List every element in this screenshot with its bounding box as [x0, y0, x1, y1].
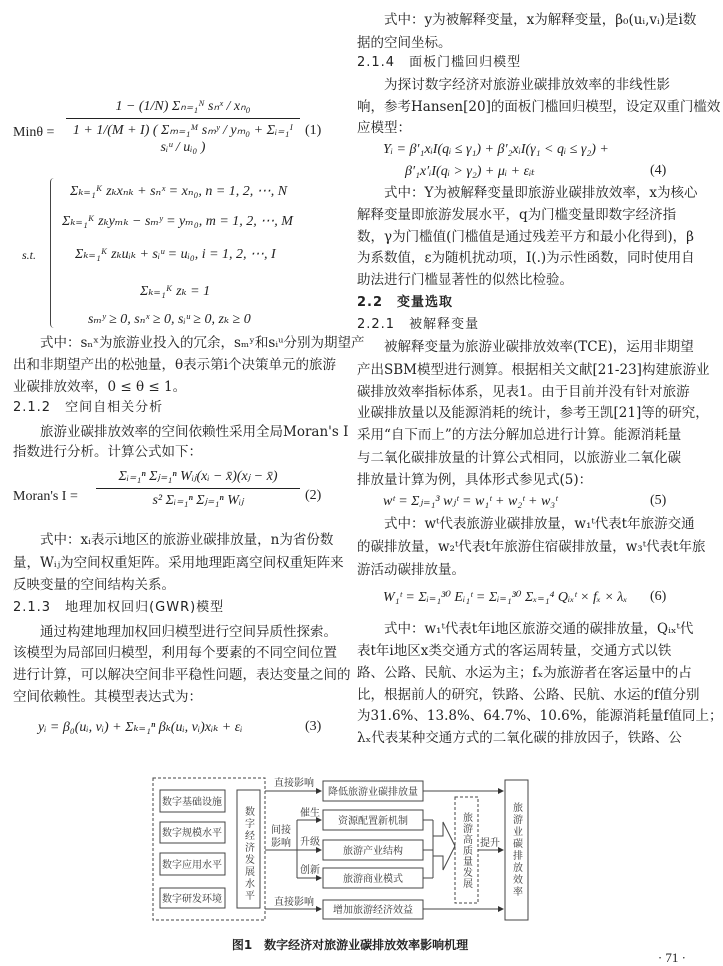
constraint-3: Σₖ₌₁ᴷ zₖuᵢₖ + sᵢᵘ = uᵢ₀, i = 1, 2, ⋯, I	[75, 247, 276, 262]
paragraph-line: 出和非期望产出的松弛量，θ表示第i个决策单元的旅游	[13, 357, 336, 373]
paragraph-line: 采用“自下而上”的方法分解加总进行计算。能源消耗量	[357, 427, 682, 443]
paragraph-line: 为探讨数字经济对旅游业碳排放效率的非线性影	[384, 77, 670, 93]
input-label: 数字规模水平	[162, 828, 222, 839]
paragraph-line: 式中：y为被解释变量，x为解释变量，β₀(uᵢ,vᵢ)是i数	[384, 12, 697, 28]
constraint-2: Σₖ₌₁ᴷ zₖyₘₖ − sₘʸ = yₘ₀, m = 1, 2, ⋯, M	[62, 214, 293, 229]
paragraph-line: 应模型：	[357, 120, 411, 136]
eq3-number: (3)	[305, 719, 322, 734]
paragraph-line: 助法进行门槛显著性的似然比检验。	[357, 272, 573, 288]
paragraph-line: λₓ代表某种交通方式的二氧化碳的排放因子，铁路、公	[357, 730, 682, 746]
eq5-number: (5)	[650, 493, 667, 508]
outcome-label: 旅游业碳排放效率	[510, 802, 522, 898]
middle-box-label: 资源配置新机制	[338, 816, 408, 827]
section-heading-2-2: 2.2 变量选取	[357, 295, 454, 310]
lift-label: 提升	[480, 838, 500, 849]
paragraph-line: 碳排放效率指标体系，见表1。由于目前并没有针对旅游	[357, 384, 690, 400]
middle-box-label: 增加旅游经济效益	[333, 905, 413, 916]
paragraph-line: 反映变量的空间结构关系。	[13, 577, 175, 593]
core-label: 数字经济发展水平	[242, 806, 254, 902]
eq1-denominator: 1 + 1/(M + I) ( Σₘ₌₁ᴹ sₘʸ / yₘ₀ + Σᵢ₌₁ᴵ sᵢᵘ / uᵢ₀ )	[72, 123, 294, 155]
equation-4-line-1: Yᵢ = β′₁xᵢI(qᵢ ≤ γ₁) + β′₂xᵢI(γ₁ < qᵢ ≤ γ₂) +	[383, 142, 609, 157]
paragraph-line: 空间依赖性。其模型表达式为：	[13, 689, 202, 705]
direct-label-bottom: 直接影响	[274, 897, 314, 908]
paragraph-line: 指数进行分析。计算公式如下：	[13, 444, 202, 460]
figure-caption: 图1 数字经济对旅游业碳排放效率影响机理	[231, 938, 469, 952]
input-label: 数字研发环境	[162, 894, 222, 905]
equation-6: W₁ᵗ = Σᵢ₌₁³⁰ Eᵢ₁ᵗ = Σᵢ₌₁³⁰ Σₓ₌₁⁴ Qᵢₓᵗ × fₓ × λₓ	[383, 590, 628, 605]
paragraph-line: 与二氧化碳排放量的计算公式相同，以旅游业二氧化碳	[357, 450, 681, 466]
section-heading-2-1-3: 2.1.3 地理加权回归(GWR)模型	[13, 600, 225, 615]
paragraph-line: 通过构建地理加权回归模型进行空间异质性探索。	[40, 624, 337, 640]
big-arrow	[433, 822, 455, 870]
indirect-label-1: 间接	[271, 825, 291, 836]
constraint-4: Σₖ₌₁ᴷ zₖ = 1	[140, 284, 211, 299]
paragraph-line: 表t年i地区x类交通方式的客运周转量，交通方式以铁	[357, 643, 672, 659]
paragraph-line: 进行计算，可以解决空间非平稳性问题，表达变量之间的	[13, 667, 351, 683]
eq1-lhs: Minθ =	[13, 125, 55, 140]
paragraph-line: 响，参考Hansen[20]的面板门槛回归模型，设定双重门槛效	[357, 99, 721, 115]
eq1-number: (1)	[305, 123, 322, 138]
paragraph-line: 游活动碳排放量。	[357, 562, 465, 578]
paragraph-line: 解释变量即旅游发展水平，q为门槛变量即数字经济指	[357, 207, 677, 223]
paragraph-line: 为31.6%、13.8%、64.7%、10.6%，能源消耗量f值同上；	[357, 708, 723, 724]
paragraph-line: 式中：wᵗ代表旅游业碳排放量，w₁ᵗ代表t年旅游交通	[384, 516, 695, 532]
equation-3: yᵢ = β₀(uᵢ, vᵢ) + Σₖ₌₁ⁿ βₖ(uᵢ, vᵢ)xᵢₖ + εᵢ	[38, 720, 243, 735]
paragraph-line: 该模型为局部回归模型，利用每个要素的不同空间位置	[13, 645, 337, 661]
paragraph-line: 式中：Y为被解释变量即旅游业碳排放效率，x为核心	[384, 185, 698, 201]
direct-label-top: 直接影响	[274, 778, 314, 789]
paragraph-line: 量，Wᵢⱼ为空间权重矩阵。采用地理距离空间权重矩阵来	[13, 555, 344, 571]
eq1-numerator: 1 − (1/N) Σₙ₌₁ᴺ sₙˣ / xₙ₀	[66, 98, 300, 119]
input-label: 数字基础设施	[162, 797, 222, 808]
collector-line	[423, 820, 433, 878]
section-heading-2-2-1: 2.2.1 被解释变量	[357, 317, 480, 332]
eq2-lhs: Moran's I =	[13, 489, 78, 504]
branch-label: 催生	[300, 808, 320, 819]
paragraph-line: 式中：xᵢ表示i地区的旅游业碳排放量，n为省份数	[40, 532, 334, 548]
eq2-denominator: s² Σᵢ₌₁ⁿ Σⱼ₌₁ⁿ Wᵢⱼ	[152, 493, 244, 508]
branch-label: 升级	[300, 837, 320, 848]
paragraph-line: 式中：w₁ᵗ代表t年i地区旅游交通的碳排放量，Qᵢₓᵗ代	[384, 621, 694, 637]
eq6-number: (6)	[650, 589, 667, 604]
paragraph-line: 被解释变量为旅游业碳排放效率(TCE)，运用非期望	[384, 339, 694, 355]
constraint-5: sₘʸ ≥ 0, sₙˣ ≥ 0, sᵢᵘ ≥ 0, zₖ ≥ 0	[88, 312, 251, 327]
equation-5: wᵗ = Σⱼ₌₁³ wⱼᵗ = w₁ᵗ + w₂ᵗ + w₃ᵗ	[383, 494, 558, 509]
page-number: · 71 ·	[657, 950, 686, 965]
paragraph-line: 数，γ为门槛值(门槛值是通过残差平方和最小化得到)，β	[357, 229, 694, 245]
section-heading-2-1-2: 2.1.2 空间自相关分析	[13, 400, 164, 415]
eq1-st-label: s.t.	[22, 248, 37, 262]
middle-box-label: 旅游产业结构	[343, 846, 403, 857]
paragraph-line: 业碳排放量以及能源消耗的统计，参考王凯[21]等的研究，	[357, 405, 709, 421]
constraint-1: Σₖ₌₁ᴷ zₖxₙₖ + sₙˣ = xₙ₀, n = 1, 2, ⋯, N	[70, 184, 288, 199]
eq2-numerator: Σᵢ₌₁ⁿ Σⱼ₌₁ⁿ Wᵢⱼ(xᵢ − x̄)(xⱼ − x̄)	[96, 468, 300, 489]
branch-label: 创新	[300, 865, 320, 876]
paragraph-line: 产出SBM模型进行测算。根据相关文献[21-23]构建旅游业	[357, 362, 710, 378]
equation-4-line-2: β′₁x′ᵢI(qᵢ > γ₂) + μᵢ + εᵢₜ	[405, 164, 535, 179]
paragraph-line: 旅游业碳排放效率的空间依赖性采用全局Moran's I	[40, 424, 349, 440]
paragraph-line: 排放量计算为例，具体形式参见式(5)：	[357, 472, 593, 488]
paragraph-line: 的碳排放量，w₂ᵗ代表t年旅游住宿碳排放量，w₃ᵗ代表t年旅	[357, 539, 706, 555]
input-label: 数字应用水平	[162, 860, 222, 871]
paragraph-line: 业碳排放效率，0 ≤ θ ≤ 1。	[13, 379, 187, 395]
quality-label: 旅游高质量发展	[460, 812, 472, 889]
paragraph-line: 比，根据前人的研究，铁路、公路、民航、水运的f值分别	[357, 687, 700, 703]
middle-box-label: 降低旅游业碳排放量	[328, 787, 418, 798]
paragraph-line: 为系数值，ε为随机扰动项，I(.)为示性函数，同时使用自	[357, 250, 695, 266]
section-heading-2-1-4: 2.1.4 面板门槛回归模型	[357, 55, 522, 70]
middle-box-label: 旅游商业模式	[343, 874, 403, 885]
eq2-number: (2)	[305, 488, 322, 503]
indirect-label-2: 影响	[271, 838, 291, 849]
eq4-number: (4)	[650, 163, 667, 178]
paragraph-line: 据的空间坐标。	[357, 35, 452, 51]
paragraph-line: 式中：sₙˣ为旅游业投入的冗余，sₘʸ和sᵢᵘ分别为期望产	[40, 335, 365, 351]
paragraph-line: 路、公路、民航、水运为主；fₓ为旅游者在客运量中的占	[357, 665, 692, 681]
